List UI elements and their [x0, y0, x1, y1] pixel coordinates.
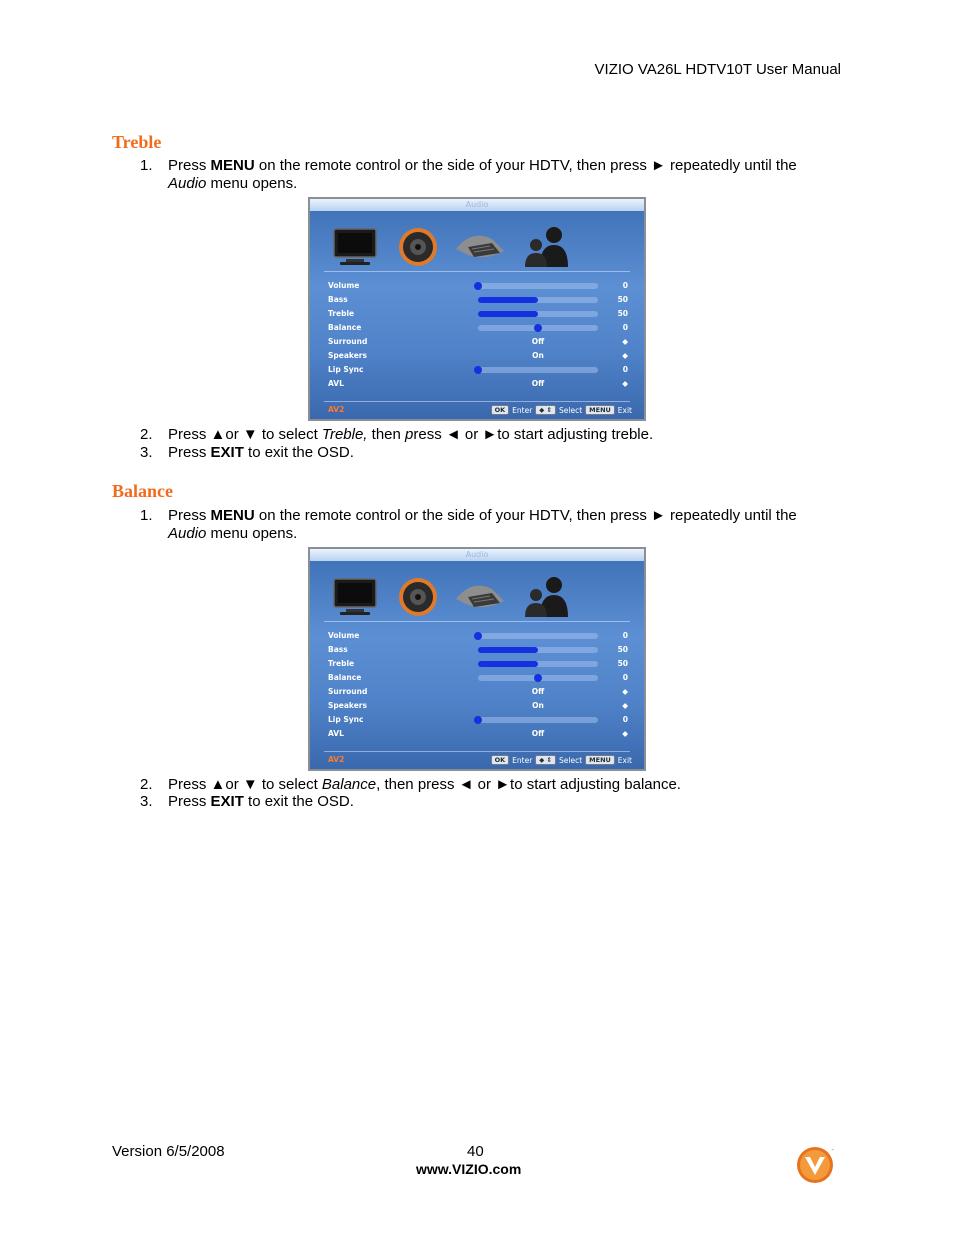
osd-slider-knob [474, 366, 482, 374]
section-title-treble: Treble [112, 132, 162, 152]
osd-input-source: AV2 [328, 755, 345, 764]
hint-select: Select [559, 755, 583, 765]
osd-item-value: 0 [622, 281, 628, 290]
osd-menu-item[interactable] [328, 350, 628, 362]
osd-menu-item[interactable] [328, 700, 628, 712]
hint-exit: Exit [617, 405, 632, 415]
osd-level-track [478, 661, 598, 667]
satellite-dish-icon [452, 225, 508, 269]
osd-slider-knob [534, 324, 542, 332]
osd-item-value: 50 [617, 645, 628, 654]
hint-enter: Enter [512, 405, 533, 415]
osd-title-bar [310, 199, 644, 211]
arrow-keys-icon: ◆ ⇕ [535, 405, 556, 415]
page-number: 40 [467, 1143, 484, 1160]
osd-footer-divider [324, 751, 630, 752]
speaker-icon [396, 225, 440, 269]
menu-key-icon: MENU [585, 755, 615, 765]
satellite-dish-icon [452, 575, 508, 619]
osd-item-value: 50 [617, 295, 628, 304]
osd-menu-item[interactable] [328, 364, 628, 376]
svg-text:™: ™ [831, 1148, 835, 1153]
hint-exit: Exit [617, 755, 632, 765]
osd-item-value: ◆ [622, 351, 628, 360]
osd-footer-divider [324, 401, 630, 402]
osd-menu-item[interactable] [328, 322, 628, 334]
osd-item-label: Volume [328, 281, 360, 290]
osd-title: Audio [465, 550, 489, 559]
osd-title-bar [310, 549, 644, 561]
osd-item-value: ◆ [622, 337, 628, 346]
osd-slider-track [478, 283, 598, 289]
osd-menu-item[interactable] [328, 630, 628, 642]
osd-item-label: Treble [328, 659, 355, 668]
osd-item-value: ◆ [622, 701, 628, 710]
osd-slider-knob [474, 716, 482, 724]
osd-item-label: Surround [328, 337, 368, 346]
audio-menu-screenshot [308, 547, 646, 771]
osd-menu-item[interactable] [328, 280, 628, 292]
osd-menu-item[interactable] [328, 686, 628, 698]
osd-item-value: 50 [617, 309, 628, 318]
osd-divider [324, 271, 630, 272]
osd-item-label: Speakers [328, 351, 367, 360]
osd-level-track [478, 647, 598, 653]
page-header-title: VIZIO VA26L HDTV10T User Manual [594, 61, 841, 78]
osd-menu-item[interactable] [328, 308, 628, 320]
osd-item-setting: Off [531, 379, 545, 388]
osd-item-label: Treble [328, 309, 355, 318]
menu-key-icon: MENU [585, 405, 615, 415]
osd-item-value: ◆ [622, 687, 628, 696]
users-icon [522, 225, 572, 269]
osd-slider-track [478, 717, 598, 723]
osd-item-label: Bass [328, 295, 348, 304]
tv-icon [332, 225, 380, 269]
osd-level-track [478, 297, 598, 303]
osd-item-label: Balance [328, 323, 362, 332]
users-icon [522, 575, 572, 619]
osd-item-value: 0 [622, 715, 628, 724]
osd-level-fill [478, 311, 538, 317]
osd-level-fill [478, 297, 538, 303]
osd-item-value: 0 [622, 631, 628, 640]
osd-menu-item[interactable] [328, 714, 628, 726]
section-title-balance: Balance [112, 481, 173, 501]
osd-item-setting: Off [531, 687, 545, 696]
osd-menu-item[interactable] [328, 294, 628, 306]
osd-menu-item[interactable] [328, 336, 628, 348]
arrow-keys-icon: ◆ ⇕ [535, 755, 556, 765]
osd-item-setting: Off [531, 337, 545, 346]
osd-item-label: Lip Sync [328, 715, 364, 724]
osd-item-label: Surround [328, 687, 368, 696]
osd-level-fill [478, 647, 538, 653]
osd-item-value: ◆ [622, 379, 628, 388]
osd-menu-item[interactable] [328, 644, 628, 656]
osd-slider-track [478, 633, 598, 639]
vizio-logo-icon [795, 1145, 837, 1185]
ok-key-icon: OK [491, 405, 510, 415]
osd-item-setting: Off [531, 729, 545, 738]
osd-item-label: Bass [328, 645, 348, 654]
osd-item-value: 0 [622, 673, 628, 682]
osd-item-value: ◆ [622, 729, 628, 738]
osd-item-label: Volume [328, 631, 360, 640]
osd-slider-knob [474, 282, 482, 290]
osd-icon-row [332, 225, 572, 269]
osd-button-hints [491, 755, 632, 765]
osd-slider-track [478, 675, 598, 681]
speaker-icon [396, 575, 440, 619]
osd-item-setting: On [532, 701, 544, 710]
osd-slider-knob [474, 632, 482, 640]
osd-item-value: 50 [617, 659, 628, 668]
osd-item-label: AVL [328, 729, 344, 738]
footer-url: www.VIZIO.com [416, 1161, 522, 1177]
osd-item-label: Balance [328, 673, 362, 682]
osd-slider-track [478, 325, 598, 331]
footer-version: Version 6/5/2008 [112, 1143, 225, 1160]
osd-divider [324, 621, 630, 622]
osd-menu-item[interactable] [328, 728, 628, 740]
osd-menu-item[interactable] [328, 672, 628, 684]
osd-title: Audio [465, 200, 489, 209]
osd-item-value: 0 [622, 365, 628, 374]
osd-icon-row [332, 575, 572, 619]
hint-select: Select [559, 405, 583, 415]
tv-icon [332, 575, 380, 619]
balance-step-1: 1. Press MENU on the remote control or the side of your HDTV, then press ► repeatedly until the Audio menu opens. [140, 507, 797, 542]
audio-menu-screenshot [308, 197, 646, 421]
osd-slider-track [478, 367, 598, 373]
osd-level-track [478, 311, 598, 317]
osd-menu-item[interactable] [328, 658, 628, 670]
hint-enter: Enter [512, 755, 533, 765]
osd-menu-item[interactable] [328, 378, 628, 390]
treble-step-1: 1. Press MENU on the remote control or the side of your HDTV, then press ► repeatedly until the Audio menu opens. [140, 157, 797, 192]
osd-item-value: 0 [622, 323, 628, 332]
osd-item-label: Lip Sync [328, 365, 364, 374]
osd-item-setting: On [532, 351, 544, 360]
osd-level-fill [478, 661, 538, 667]
ok-key-icon: OK [491, 755, 510, 765]
osd-button-hints [491, 405, 632, 415]
osd-slider-knob [534, 674, 542, 682]
osd-item-label: AVL [328, 379, 344, 388]
osd-input-source: AV2 [328, 405, 345, 414]
osd-item-label: Speakers [328, 701, 367, 710]
